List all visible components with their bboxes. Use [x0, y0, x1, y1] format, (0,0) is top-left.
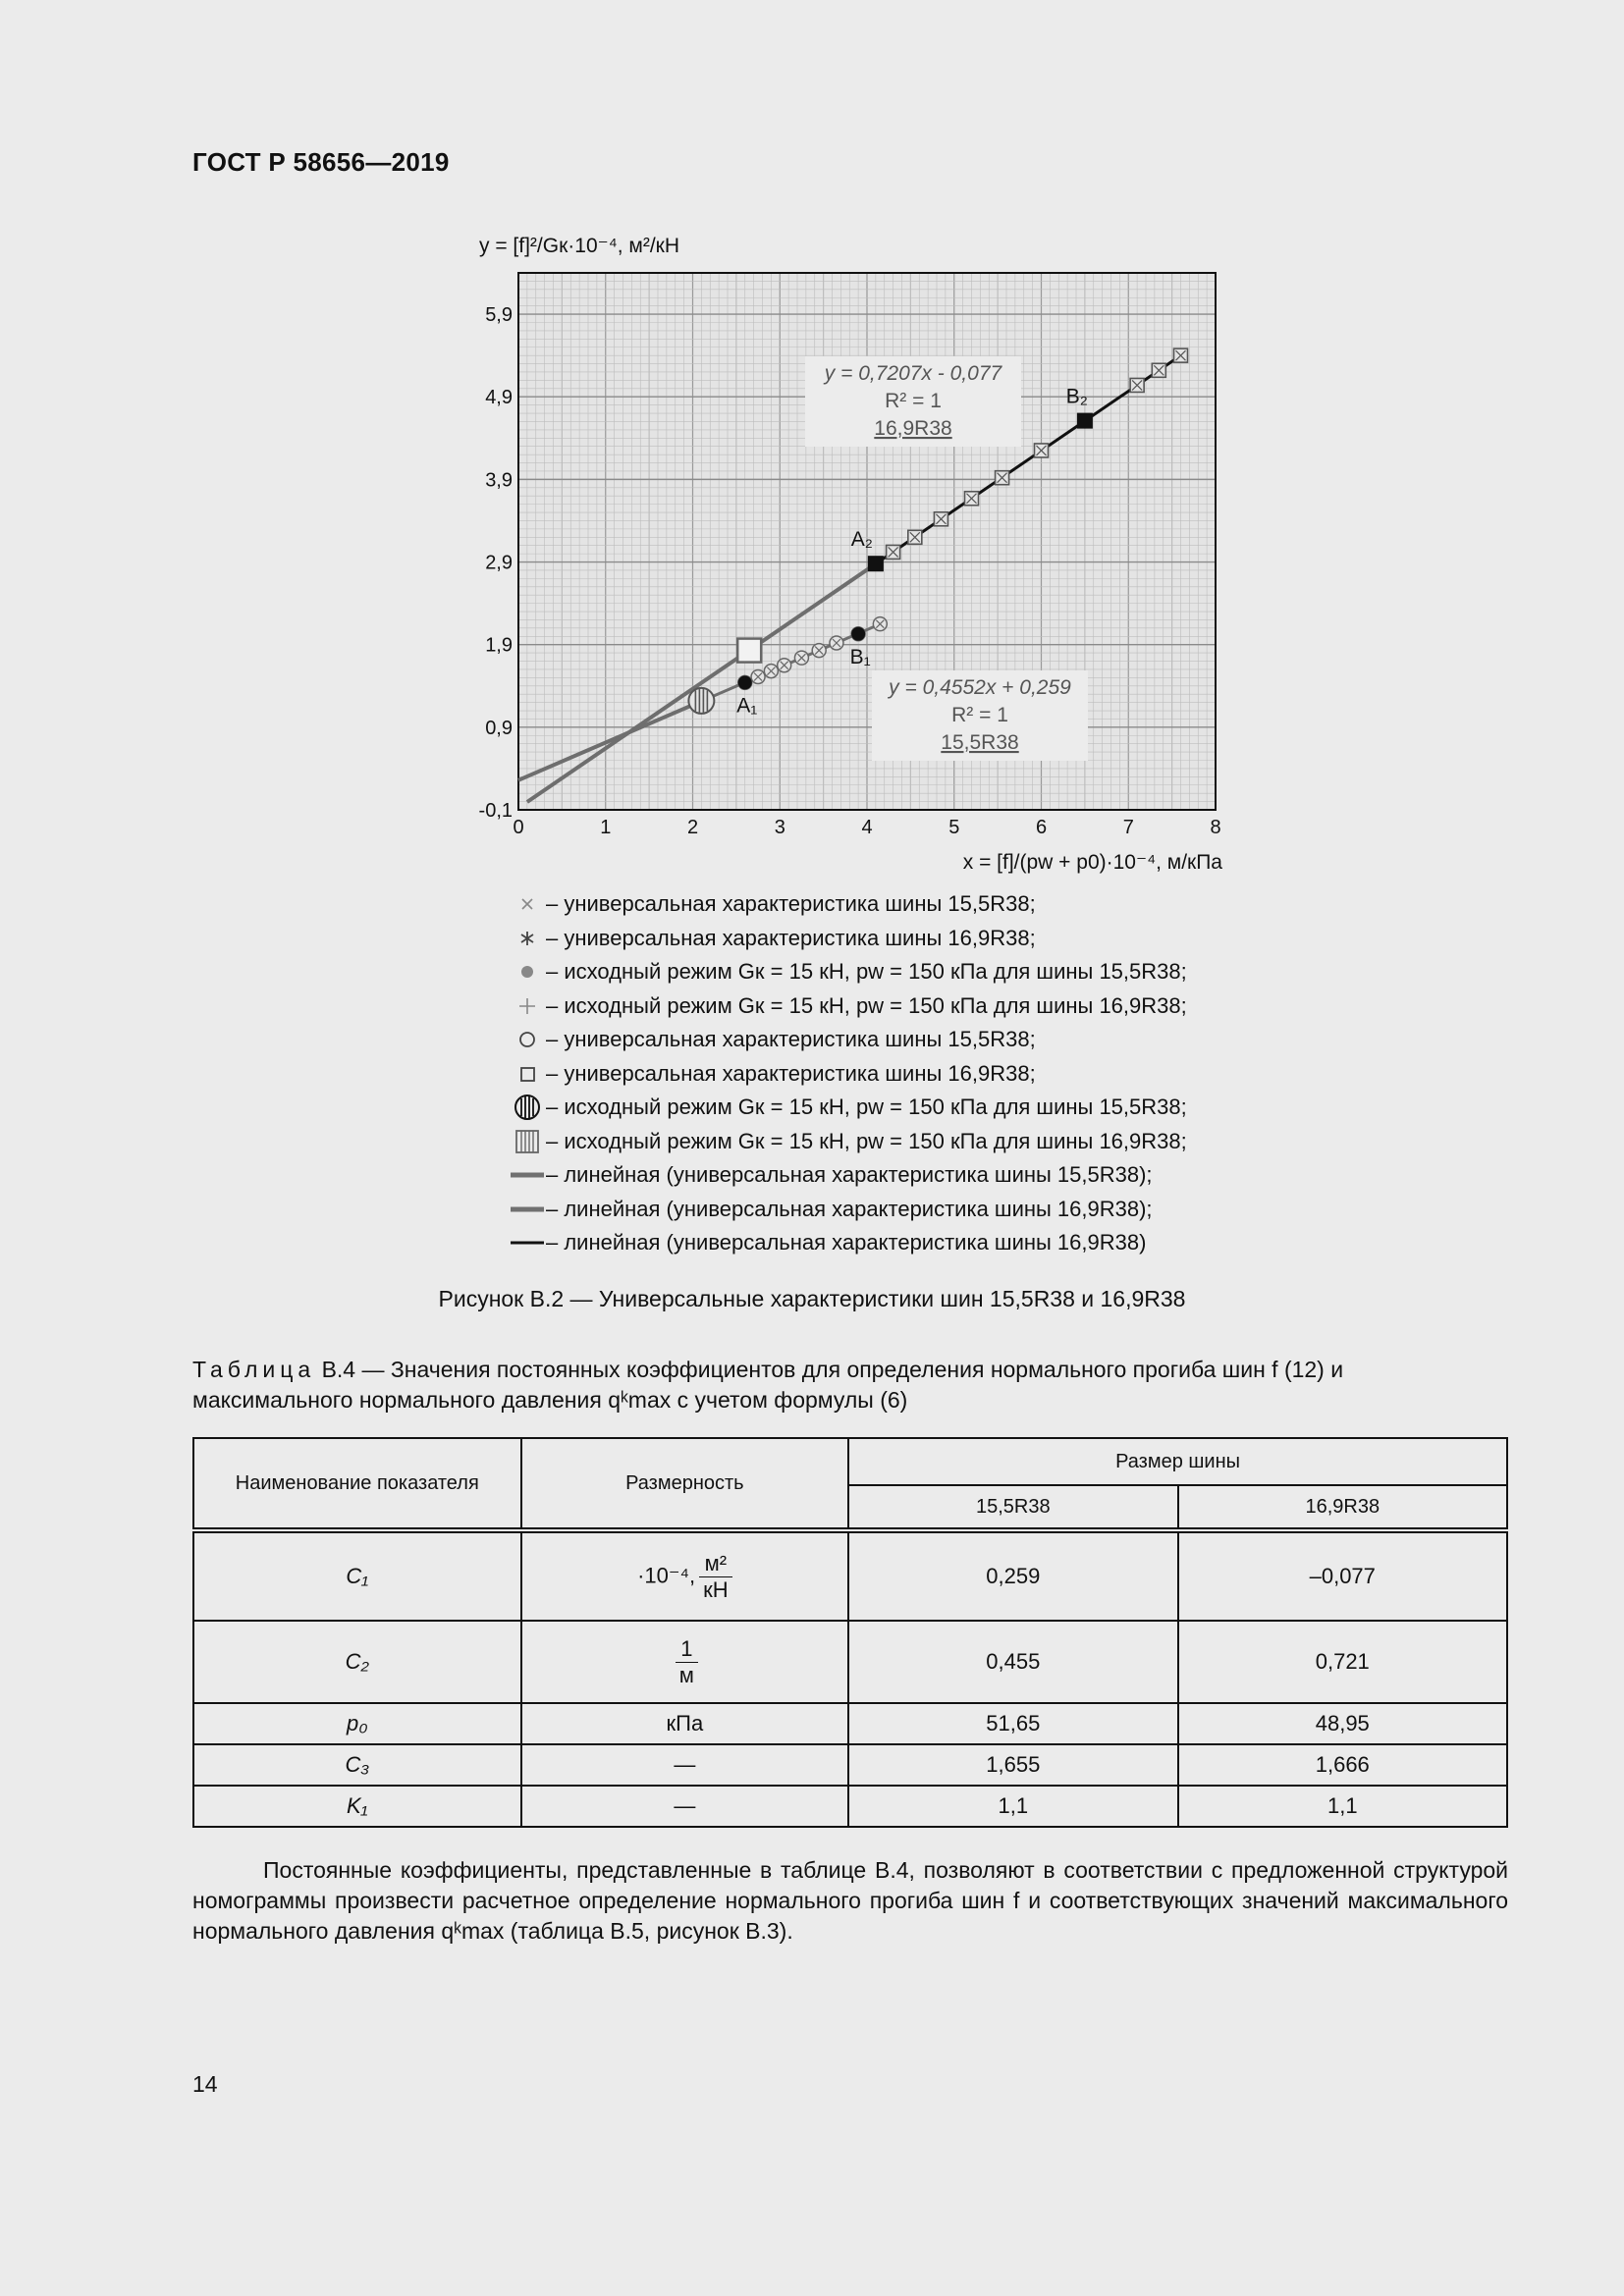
y-tick-label: 3,9 — [485, 469, 513, 492]
legend-item — [511, 1125, 1316, 1159]
legend-item — [511, 1226, 1316, 1260]
y-tick-label: 4,9 — [485, 387, 513, 409]
unit-den: кН — [703, 1576, 729, 1602]
legend-item-label: – линейная (универсальная характеристика шины 16,9R38); — [546, 1196, 1153, 1221]
cell-unit: — — [521, 1786, 849, 1827]
initial-point-15-5 — [688, 688, 714, 714]
chart-svg — [461, 221, 1247, 898]
legend-item-label: – исходный режим Gк = 15 кН, pw = 150 кПа для шины 15,5R38; — [546, 959, 1187, 984]
row-name: C₁ — [346, 1564, 369, 1588]
annotation-lower — [872, 670, 1088, 761]
row-name: K₁ — [346, 1793, 368, 1818]
legend-item — [511, 989, 1316, 1024]
x-tick-label: 2 — [686, 817, 699, 838]
page-number: 14 — [192, 2071, 218, 2097]
legend-item-label: – исходный режим Gк = 15 кН, pw = 150 кПа для шины 16,9R38; — [546, 1128, 1187, 1153]
x-tick-label: 5 — [948, 817, 960, 838]
figure-caption: Рисунок В.2 — Универсальные характеристики шин 15,5R38 и 16,9R38 — [438, 1286, 1186, 1311]
row-name: C₃ — [345, 1752, 370, 1777]
labeled-point-marker — [868, 556, 884, 571]
table-row — [193, 1621, 1507, 1703]
y-tick-label: 0,9 — [485, 717, 513, 739]
x-tick-label: 0 — [513, 817, 524, 838]
labeled-point-marker — [851, 627, 865, 641]
row-name: p₀ — [347, 1711, 368, 1735]
table-title-text: В.4 — Значения постоянных коэффициентов для определения нормального прогиба шин f (12) и максимального нормального давления qᵏmax с учетом формулы (6) — [192, 1357, 1344, 1413]
cell-v2: 0,721 — [1178, 1621, 1507, 1703]
cell-v2: 1,666 — [1178, 1744, 1507, 1786]
legend-item-label: – исходный режим Gк = 15 кН, pw = 150 кПа для шины 16,9R38; — [546, 992, 1187, 1018]
document-header: ГОСТ Р 58656—2019 — [192, 147, 450, 177]
legend-item-label: – универсальная характеристика шины 16,9R38; — [546, 1060, 1036, 1086]
legend-item-label: – исходный режим Gк = 15 кН, pw = 150 кПа для шины 15,5R38; — [546, 1095, 1187, 1119]
unit-prefix: ·10⁻⁴, — [637, 1562, 696, 1587]
cell-v1: 0,259 — [848, 1530, 1177, 1621]
unit-den: м — [678, 1662, 694, 1687]
annotation-upper — [805, 356, 1021, 447]
annotation-tire: 15,5R38 — [941, 731, 1019, 754]
coefficients-table — [192, 1437, 1508, 1828]
cell-v1: 0,455 — [848, 1621, 1177, 1703]
legend-item — [511, 1158, 1316, 1193]
x-tick-label: 6 — [1035, 817, 1048, 838]
y-tick-label: 2,9 — [485, 552, 513, 574]
legend-item-label: – универсальная характеристика шины 15,5R38; — [546, 891, 1036, 916]
table-title-prefix: Таблица — [192, 1357, 316, 1382]
annotation-equation: y = 0,7207x - 0,077 — [824, 362, 1002, 385]
x-axis-title: x = [f]/(pw + p0)·10⁻⁴, м/кПа — [962, 851, 1222, 874]
header-col1: 15,5R38 — [848, 1485, 1177, 1530]
table-row — [193, 1703, 1507, 1744]
table-row — [193, 1744, 1507, 1786]
plus-icon — [511, 989, 544, 1023]
legend-item-label: – универсальная характеристика шины 16,9R38; — [546, 925, 1036, 950]
header-col2: 16,9R38 — [1178, 1485, 1507, 1530]
cell-v2: –0,077 — [1178, 1530, 1507, 1621]
legend-item-label: – линейная (универсальная характеристика шины 16,9R38) — [546, 1230, 1147, 1255]
table-row — [193, 1786, 1507, 1827]
x-tick-label: 7 — [1122, 817, 1134, 838]
legend-item-label: – универсальная характеристика шины 15,5R38; — [546, 1027, 1036, 1051]
cell-unit: — — [521, 1744, 849, 1786]
table-title — [192, 1355, 1506, 1415]
annotation-tire: 16,9R38 — [874, 417, 952, 440]
legend-item — [511, 1023, 1316, 1057]
chart-figure — [461, 221, 1247, 898]
chart-legend — [511, 887, 1316, 1260]
striped-square-icon — [511, 1125, 544, 1158]
y-tick-label: 5,9 — [485, 304, 513, 327]
labeled-point-marker — [738, 675, 752, 689]
cell-v1: 51,65 — [848, 1703, 1177, 1744]
x-tick-label: 8 — [1210, 817, 1221, 838]
legend-item — [511, 922, 1316, 956]
unit-num: м² — [699, 1551, 732, 1577]
header-name: Наименование показателя — [193, 1438, 521, 1530]
y-tick-label: -0,1 — [478, 800, 513, 822]
legend-item — [511, 1091, 1316, 1125]
line-black-icon — [511, 1226, 544, 1259]
filled-circle-icon — [511, 955, 544, 988]
legend-item-label: – линейная (универсальная характеристика шины 15,5R38); — [546, 1162, 1153, 1187]
point-label: A₂ — [850, 528, 873, 552]
line-gray-icon — [511, 1158, 544, 1192]
x-tick-label: 1 — [600, 817, 612, 838]
x-tick-label: 4 — [861, 817, 873, 838]
unit-num: 1 — [676, 1636, 698, 1663]
annotation-equation: y = 0,4552x + 0,259 — [889, 676, 1071, 699]
line-gray-icon — [511, 1193, 544, 1226]
legend-item — [511, 887, 1316, 922]
legend-item — [511, 1193, 1316, 1227]
x-mark-icon — [511, 887, 544, 921]
y-axis-title: y = [f]²/Gк·10⁻⁴, м²/кН — [479, 235, 680, 257]
x-tick-label: 3 — [774, 817, 785, 838]
initial-point-16-9 — [737, 639, 761, 663]
striped-circle-icon — [511, 1091, 544, 1124]
cell-v2: 48,95 — [1178, 1703, 1507, 1744]
y-tick-label: 1,9 — [485, 634, 513, 657]
cell-v1: 1,1 — [848, 1786, 1177, 1827]
point-label: B₁ — [849, 645, 871, 668]
cell-unit: кПа — [521, 1703, 849, 1744]
cell-v1: 1,655 — [848, 1744, 1177, 1786]
body-paragraph: Постоянные коэффициенты, представленные в таблице В.4, позволяют в соответствии с предложенной структурой номограммы произвести расчетное определение нормального прогиба шин f и соответствующих значений максимального нормального давления qᵏmax (таблица В.5, рисунок В.3). — [192, 1857, 1508, 1944]
asterisk-icon — [511, 922, 544, 955]
header-unit: Размерность — [521, 1438, 849, 1530]
cell-v2: 1,1 — [1178, 1786, 1507, 1827]
header-size: Размер шины — [848, 1438, 1507, 1485]
open-circle-icon — [511, 1023, 544, 1056]
legend-item — [511, 1057, 1316, 1092]
legend-item — [511, 955, 1316, 989]
annotation-r2: R² = 1 — [885, 390, 942, 412]
labeled-point-marker — [1077, 413, 1093, 429]
annotation-r2: R² = 1 — [951, 704, 1008, 726]
point-label: A₁ — [736, 694, 758, 718]
table-row — [193, 1530, 1507, 1621]
open-square-icon — [511, 1057, 544, 1091]
point-label: B₂ — [1065, 385, 1088, 408]
row-name: C₂ — [345, 1649, 369, 1674]
